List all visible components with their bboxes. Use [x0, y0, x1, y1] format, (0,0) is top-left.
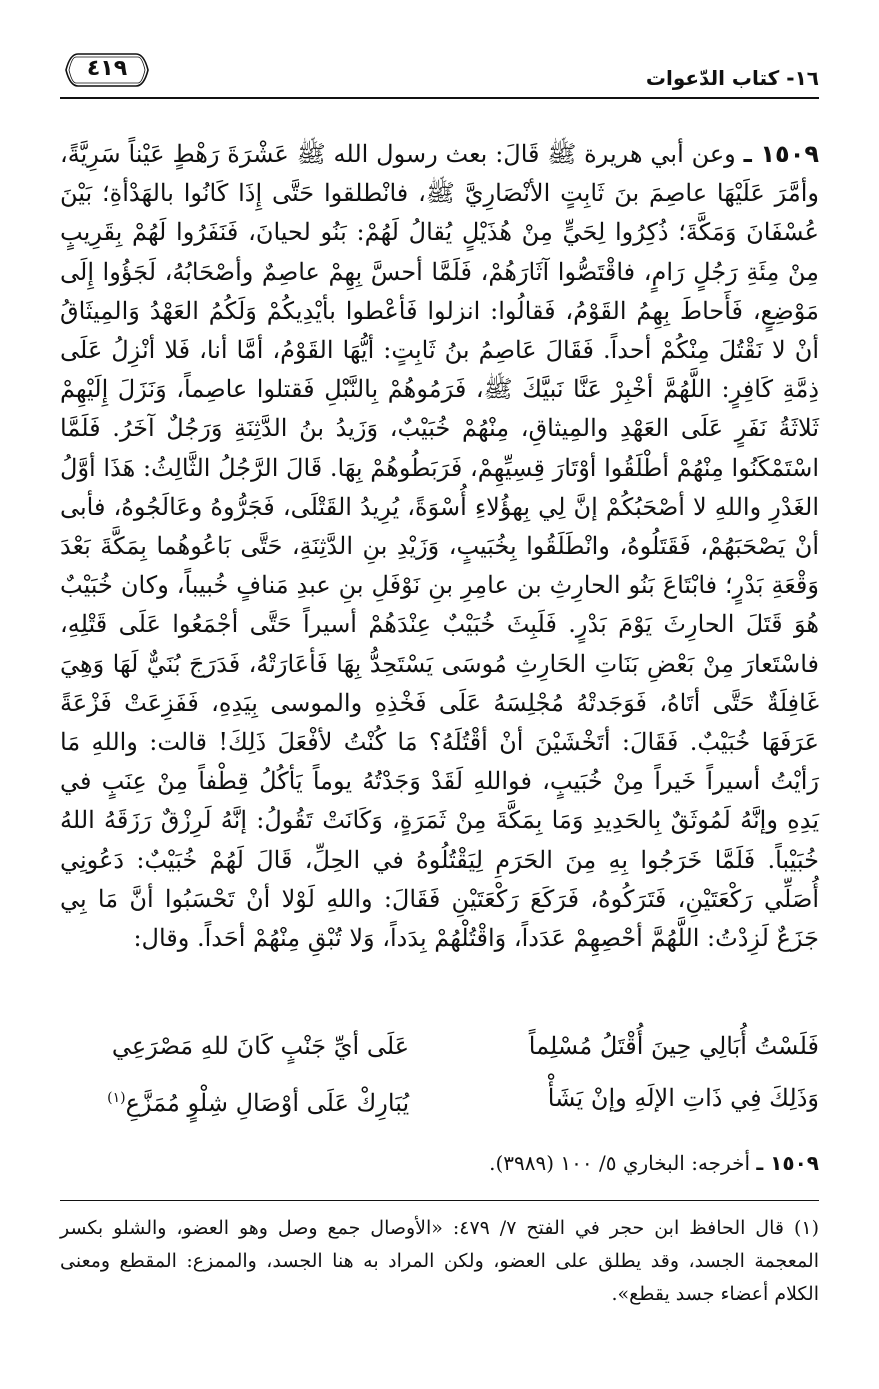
page-header	[60, 52, 819, 98]
page-number: ٤١٩	[86, 56, 128, 81]
page-number-frame	[64, 52, 150, 88]
footnote-divider	[60, 1200, 819, 1201]
header-divider	[60, 97, 819, 99]
hadith-source	[60, 1148, 819, 1178]
source-number: ١٥٠٩ ـ	[756, 1151, 819, 1175]
poem-verse	[60, 1020, 819, 1072]
hadith-body	[60, 135, 819, 958]
source-text: أخرجه: البخاري ٥/ ١٠٠ (٣٩٨٩).	[489, 1151, 750, 1175]
verse-first-hemistich: وَذَلِكَ فِي ذَاتِ الإلَهِ وإنْ يَشَأْ	[547, 1084, 819, 1112]
footnote	[60, 1212, 819, 1311]
poem	[60, 1020, 819, 1124]
verse-second-hemistich-text: يُبَارِكْ عَلَى أوْصَالِ شِلْوٍ مُمَزَّعِ	[125, 1089, 410, 1117]
poem-verse	[60, 1072, 819, 1124]
chapter-title: ١٦- كتاب الدّعوات	[645, 66, 819, 90]
footnote-reference: (١)	[107, 1090, 126, 1106]
verse-second-hemistich	[60, 1072, 409, 1124]
verse-first-hemistich: فَلَسْتُ أُبَالِي حِينَ أُقْتَلُ مُسْلِماً	[528, 1032, 819, 1060]
footnote-text: قال الحافظ ابن حجر في الفتح ٧/ ٤٧٩: «الأوصال جمع وصل وهو العضو، والشلو بكسر المعجمة الجسد، وقد يطلق على العضو، ولكن المراد به هنا الجسد، والممزع: المقطع ومعنى الكلام أعضاء جسد يقطع».	[60, 1217, 819, 1305]
hadith-number: ١٥٠٩ ـ	[743, 140, 819, 168]
verse-second-hemistich: عَلَى أيِّ جَنْبٍ كَانَ للهِ مَصْرَعِي	[111, 1032, 410, 1060]
hadith-text: وعن أبي هريرة ﷺ قَالَ: بعث رسول الله ﷺ عَشْرَةَ رَهْطٍ عَيْناً سَرِيَّةً، وأمَّرَ عَلَيْهَا عاصِمَ بنَ ثَابِتٍ الأنْصَارِيَّ ﷺ، فانْطلقوا حَتَّى إِذَا كَانُوا بالهَدْأةِ؛ بَيْنَ عُسْفَانَ وَمَكَّةَ؛ ذُكِرُوا لِحَيٍّ مِنْ هُذَيْلٍ يُقالُ لَهُمْ: بَنُو لحيانَ، فَنَفَرُوا لَهُمْ بِقَرِيبٍ مِنْ مِئَةِ رَجُلٍ رَامٍ، فاقْتَصُّوا آثَارَهُمْ، فَلَمَّا أحسَّ بِهِمْ عاصِمٌ وأصْحَابُهُ، لَجَؤُوا إِلَى مَوْضِعٍ، فَأَحاطَ بِهِمُ القَوْمُ، فَقالُوا: انزلوا فَأعْطوا بأيْدِيكُمْ وَلَكُمُ العَهْدُ وَالمِيثَاقُ أنْ لا نَقْتُلَ مِنْكُمْ أحداً. فَقَالَ عَاصِمُ بنُ ثَابِتٍ: أيُّهَا القَوْمُ، أمَّا أنا، فَلا أنْزِلُ عَلَى ذِمَّةِ كَافِرٍ: اللَّهُمَّ أخْبِرْ عَنَّا نَبيَّكَ ﷺ، فَرَمُوهُمْ بِالنَّبْلِ فَقتلوا عاصِماً، وَنَزَلَ إِلَيْهِمْ ثَلاثَةُ نَفَرٍ عَلَى العَهْدِ والمِيثاقِ، مِنْهُمْ خُبَيْبٌ، وَزَيدُ بنُ الدَّثِنَةِ وَرَجُلٌ آخَرُ. فَلَمَّا اسْتَمْكَنُوا مِنْهُمْ أطْلَقُوا أوْتَارَ قِسِيِّهِمْ، فَرَبَطُوهُمْ بِهَا. قَالَ الرَّجُلُ الثَّالِثُ: هَذَا أوَّلُ الغَدْرِ واللهِ لا أصْحَبُكُمْ إنَّ لِي بِهؤُلاءِ أُسْوَةً، يُرِيدُ القَتْلَى، فَجَرُّوهُ وعَالَجُوهُ، فأبى أنْ يَصْحَبَهُمْ، فَقَتَلُوهُ، وانْطَلَقُوا بِخُبَيبٍ، وَزَيْدِ بنِ الدَّثِنَةِ، حَتَّى بَاعُوهُما بِمَكَّةَ بَعْدَ وَقْعَةِ بَدْرٍ؛ فابْتَاعَ بَنُو الحارِثِ بن عامِرِ بنِ نَوْفَلِ بنِ عبدِ مَنافٍ خُبيباً، وكان خُبَيْبٌ هُوَ قَتَلَ الحارِثَ يَوْمَ بَدْرٍ. فَلَبِثَ خُبَيْبٌ عِنْدَهُمْ أسيراً حَتَّى أجْمَعُوا عَلَى قَتْلِهِ، فاسْتَعارَ مِنْ بَعْضِ بَنَاتِ الحَارِثِ مُوسَى يَسْتَحِدُّ بِهَا فَأعَارَتْهُ، فَدَرَجَ بُنَيٌّ لَهَا وَهِيَ غَافِلَةٌ حَتَّى أتَاهُ، فَوَجَدتْهُ مُجْلِسَهُ عَلَى فَخْذِهِ والموسى بِيَدِهِ، فَفَزِعَتْ فَزْعَةً عَرَفَهَا خُبَيْبٌ. فَقَالَ: أتَخْشَيْنَ أنْ أقْتُلَهُ؟ مَا كُنْتُ لأفْعَلَ ذَلِكَ! قالت: واللهِ مَا رَأيْتُ أسيراً خَيراً مِنْ خُبَيبٍ، فواللهِ لَقَدْ وَجَدْتُهُ يوماً يَأكُلُ قِطْفاً مِنْ عِنَبٍ في يَدِهِ وإنَّهُ لَمُوثَقٌ بِالحَدِيدِ وَمَا بِمَكَّةَ مِنْ ثَمَرَةٍ، وَكَانَتْ تَقُولُ: إنَّهُ لَرِزْقٌ رَزَقَهُ اللهُ خُبَيْباً. فَلَمَّا خَرَجُوا بِهِ مِنَ الحَرَمِ لِيَقْتُلُوهُ في الحِلِّ، قَالَ لَهُمْ خُبَيْبٌ: دَعُونِي أُصَلِّي رَكْعَتَيْنِ، فَتَرَكُوهُ، فَرَكَعَ رَكْعَتَيْنِ فَقَالَ: واللهِ لَوْلا أنْ تَحْسَبُوا أنَّ مَا بِي جَزَعٌ لَزِدْتُ: اللَّهُمَّ أحْصِهِمْ عَدَداً، وَاقْتُلْهُمْ بِدَداً، وَلا تُبْقِ مِنْهُمْ أحَداً. وقال:	[60, 140, 819, 953]
footnote-marker: (١)	[793, 1217, 819, 1239]
